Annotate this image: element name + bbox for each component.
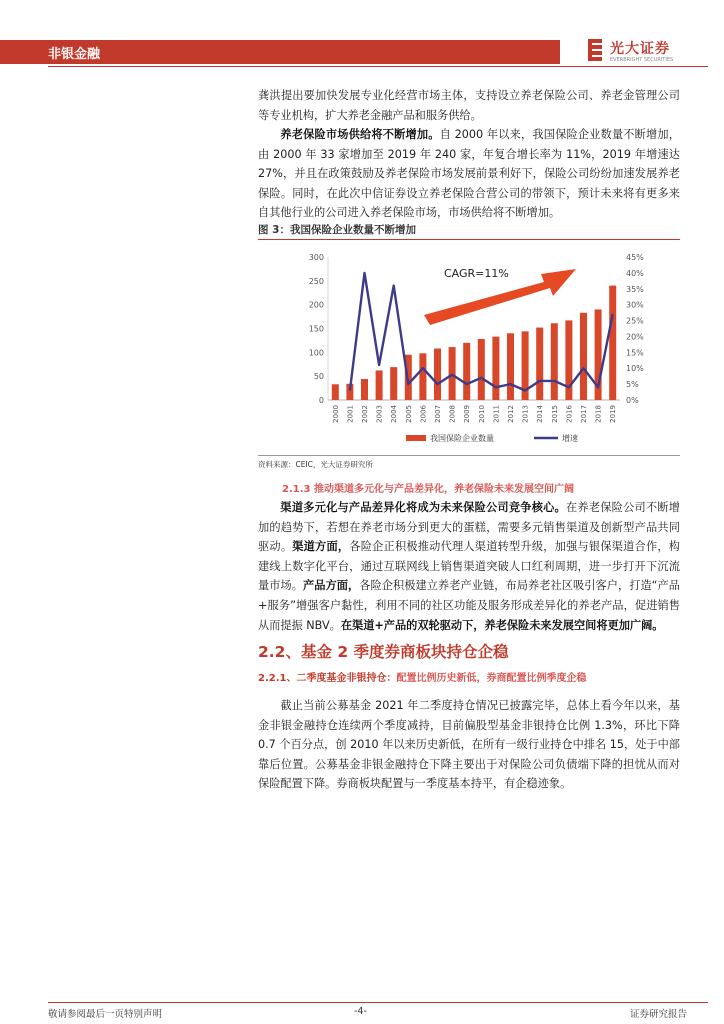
x-tick-2008: 2008	[448, 405, 457, 423]
x-tick-2002: 2002	[361, 405, 369, 423]
bar-2002	[361, 379, 368, 400]
bar-2004	[390, 367, 397, 400]
right-tick-40%: 40%	[626, 268, 644, 278]
bar-2017	[580, 313, 587, 400]
x-tick-2014: 2014	[536, 405, 545, 423]
section-title: 非银金融	[48, 47, 101, 62]
x-tick-2016: 2016	[565, 405, 574, 423]
x-tick-2017: 2017	[580, 405, 588, 423]
x-tick-2005: 2005	[404, 405, 413, 423]
paragraph-3	[258, 498, 680, 635]
x-tick-2004: 2004	[390, 405, 399, 423]
bar-2000	[332, 384, 339, 400]
p3-bold-3: 产品方面，	[303, 579, 360, 593]
left-tick-150: 150	[308, 324, 324, 334]
paragraph-2	[258, 125, 680, 223]
logo-mark-icon	[586, 38, 606, 64]
logo-name: 光大证券	[610, 41, 670, 57]
subsection-heading-2-2-1	[258, 669, 586, 684]
subsection-heading-2-1-3: 2.1.3 推动渠道多元化与产品差异化，养老保险未来发展空间广阔	[282, 484, 574, 495]
right-tick-45%: 45%	[626, 253, 644, 262]
p3-bold-4: 养老保险未来发展空间将更加广阔。	[484, 618, 664, 632]
bar-2012	[507, 333, 514, 400]
header-divider	[48, 66, 708, 67]
p3-text-1: 在养老保险公司不断增加的趋势下，若想在养老市场分到更大的蛋糕，需要多元销售渠道及创新型产品共同驱动。	[258, 501, 680, 554]
header-band	[0, 40, 560, 64]
bar-2015	[551, 323, 558, 400]
right-tick-25%: 25%	[626, 316, 644, 326]
insurance-count-chart	[258, 245, 680, 453]
left-tick-250: 250	[308, 276, 324, 286]
paragraph-4: 截止当前公募基金 2021 年二季度持仓情况已披露完毕，总体上看今年以来，基金非银金融持仓连续两个季度减持，目前偏股型基金非银持仓比例 1.3%，环比下降 0.7 个百分点，创 2010 年以来历史新低，在所有一级行业持仓中排名 15，处于中部靠后位置。公募基金非银金融持仓下降主要出于对保险公司负债端下降的担忧从而对保险配置下降。券商板块配置与一季度基本持平，有企稳迹象。	[258, 699, 680, 791]
x-tick-2013: 2013	[521, 405, 530, 423]
footer-disclaimer: 敬请参阅最后一页特别声明	[48, 1009, 163, 1020]
x-tick-2019: 2019	[609, 405, 618, 423]
footer-divider	[48, 1002, 708, 1003]
x-tick-2007: 2007	[434, 405, 442, 423]
x-tick-2010: 2010	[477, 405, 486, 423]
bar-2014	[536, 328, 543, 400]
figure-bottom-rule	[258, 455, 680, 456]
logo-subtitle: EVERBRIGHT SECURITIES	[610, 57, 674, 63]
legend-label-growth: 增速	[562, 434, 578, 443]
bar-2010	[478, 339, 485, 400]
right-tick-20%: 20%	[626, 332, 644, 342]
figure-top-rule	[258, 239, 680, 240]
p3-bold-1: 渠道多元化与产品差异化将成为未来保险公司竞争核心。	[280, 501, 566, 514]
x-tick-2000: 2000	[331, 405, 340, 423]
footer-report-type: 证券研究报告	[630, 1009, 688, 1020]
h3-rest: 配置比例历史新低，券商配置比例季度企稳	[396, 673, 587, 684]
p3-text-4: 在渠道+产品的双轮驱动下，	[340, 618, 485, 632]
h3-prefix: 2.2.1、二季度基金非银持仓：	[258, 673, 397, 684]
legend-label-count: 我国保险企业数量	[430, 434, 494, 443]
x-tick-2011: 2011	[492, 405, 501, 423]
left-tick-200: 200	[308, 300, 324, 310]
right-tick-30%: 30%	[626, 300, 644, 310]
right-tick-35%: 35%	[626, 284, 644, 294]
p3-text-2: 各险企正积极推动代理人渠道转型升级，加强与银保渠道合作，构建线上数字化平台，通过互联网线上销售渠道突破人口红利周期，进一步打开下沉流量市场。	[258, 540, 680, 593]
section-heading-2-2: 2.2、基金 2 季度券商板块持仓企稳	[258, 643, 509, 661]
bar-2019	[609, 286, 616, 400]
x-tick-2003: 2003	[375, 405, 384, 423]
p3-text-3: 各险企积极建立养老产业链，布局养老社区吸引客户，打造“产品+服务”增强客户黏性，利用不同的社区功能及服务形成差异化的养老产品，促进销售从而提振 NBV。	[258, 579, 680, 632]
bar-2006	[419, 353, 426, 400]
figure-title: 图 3：我国保险企业数量不断增加	[258, 224, 416, 236]
legend-swatch-count	[406, 435, 426, 441]
left-tick-0: 0	[318, 396, 324, 405]
bar-2011	[492, 337, 499, 400]
bar-2009	[463, 343, 470, 400]
company-logo	[586, 38, 706, 66]
right-tick-5%: 5%	[626, 380, 639, 390]
cagr-annotation: CAGR=11%	[444, 267, 509, 280]
x-tick-2006: 2006	[419, 405, 428, 423]
left-tick-50: 50	[313, 372, 324, 382]
x-tick-2018: 2018	[594, 405, 603, 423]
bar-2007	[434, 349, 441, 400]
left-tick-100: 100	[308, 348, 324, 358]
x-tick-2009: 2009	[463, 405, 472, 423]
right-tick-0%: 0%	[626, 396, 639, 405]
right-tick-15%: 15%	[626, 348, 644, 358]
right-tick-10%: 10%	[626, 364, 644, 374]
p3-bold-2: 渠道方面，	[292, 540, 350, 554]
x-tick-2012: 2012	[507, 405, 515, 423]
figure-source: 资料来源：CEIC，光大证券研究所	[258, 460, 373, 469]
paragraph-2-lead: 养老保险市场供给将不断增加。	[280, 128, 440, 141]
paragraph-1: 龚洪提出要加快发展专业化经营市场主体，支持设立养老保险公司、养老金管理公司等专业机构，扩大养老金融产品和服务供给。	[258, 89, 680, 122]
x-tick-2015: 2015	[550, 405, 559, 423]
left-tick-300: 300	[308, 253, 324, 262]
bar-2003	[376, 370, 383, 400]
paragraph-2-body: 自 2000 年以来，我国保险企业数量不断增加，由 2000 年 33 家增加至 2019 年 240 家，年复合增长率为 11%，2019 年增速达 27%，并且在政策鼓励及养老保险市场发展前景利好下，保险公司纷纷加速发展养老保险。同时，在此次中信证券设立养老保险合营公司的带领下，预计未来将有更多来自其他行业的公司进入养老保险市场，市场供给将不断增加。	[258, 128, 680, 220]
x-tick-2001: 2001	[346, 405, 355, 423]
page-number: -4-	[354, 1006, 367, 1017]
